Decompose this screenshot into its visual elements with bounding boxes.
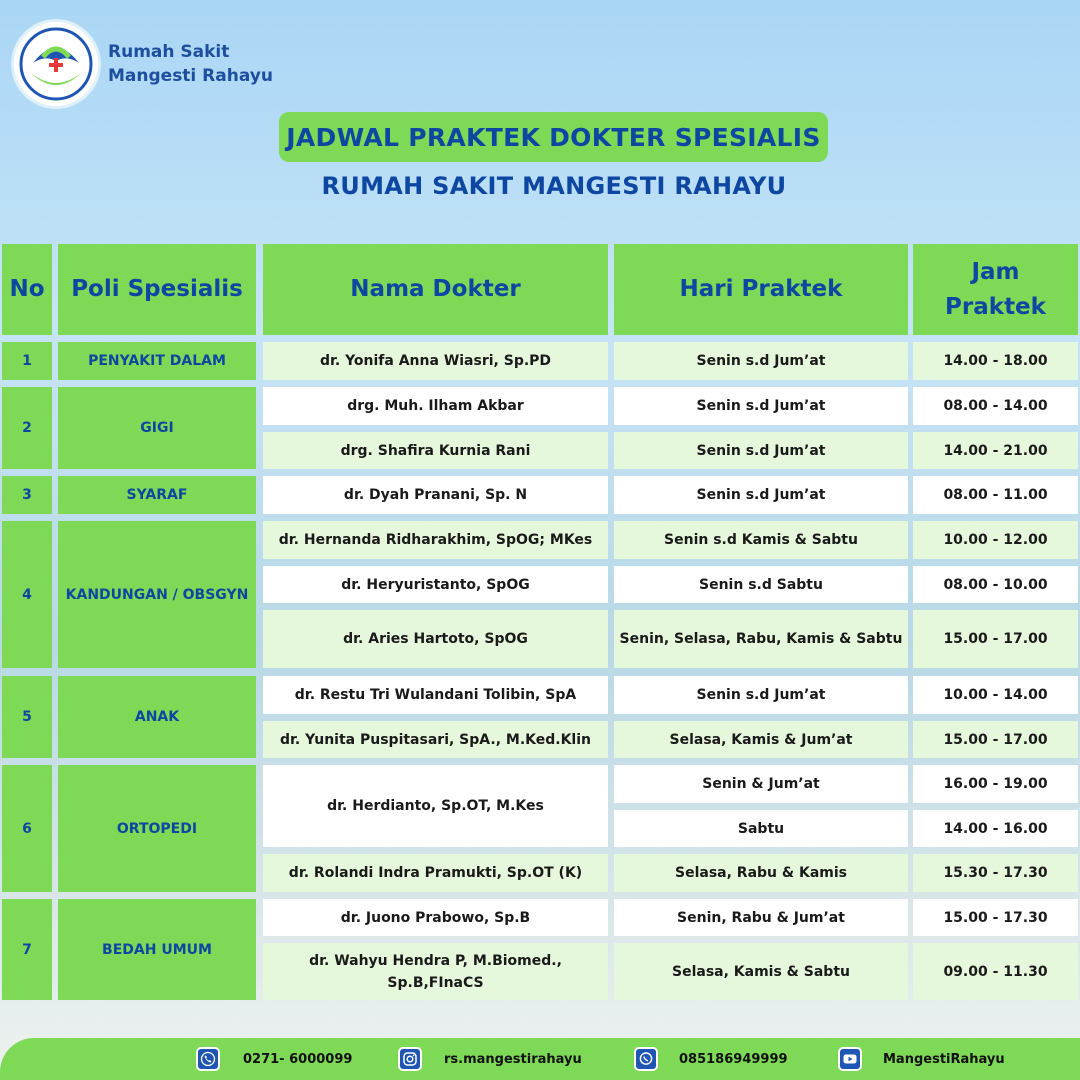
poli-cell: ANAK: [58, 676, 256, 758]
schedule-day-cell: Senin s.d Sabtu: [614, 566, 908, 603]
header-no: No: [2, 244, 52, 335]
header-poli: Poli Spesialis: [58, 244, 256, 335]
row-no: 4: [2, 521, 52, 668]
page-title: JADWAL PRAKTEK DOKTER SPESIALIS: [279, 112, 828, 162]
doctor-name-cell: drg. Shafira Kurnia Rani: [263, 432, 608, 469]
schedule-time-cell: 15.00 - 17.30: [913, 899, 1078, 936]
schedule-day-cell: Selasa, Rabu & Kamis: [614, 854, 908, 892]
schedule-time-cell: 15.00 - 17.00: [913, 721, 1078, 758]
header-nama-dokter: Nama Dokter: [263, 244, 608, 335]
row-no: 2: [2, 387, 52, 469]
schedule-time-cell: 10.00 - 14.00: [913, 676, 1078, 714]
schedule-time-cell: 08.00 - 14.00: [913, 387, 1078, 425]
schedule-day-cell: Senin, Selasa, Rabu, Kamis & Sabtu: [614, 610, 908, 668]
doctor-name-cell: dr. Restu Tri Wulandani Tolibin, SpA: [263, 676, 608, 714]
schedule-time-cell: 14.00 - 18.00: [913, 342, 1078, 380]
doctor-name-cell: dr. Herdianto, Sp.OT, M.Kes: [263, 765, 608, 847]
schedule-day-cell: Senin s.d Jum’at: [614, 387, 908, 425]
schedule-time-cell: 08.00 - 11.00: [913, 476, 1078, 514]
schedule-time-cell: 15.30 - 17.30: [913, 854, 1078, 892]
poli-cell: GIGI: [58, 387, 256, 469]
schedule-time-cell: 14.00 - 21.00: [913, 432, 1078, 469]
phone-icon[interactable]: [196, 1047, 220, 1071]
phone-number[interactable]: 0271- 6000099: [243, 1052, 353, 1067]
schedule-day-cell: Sabtu: [614, 810, 908, 847]
schedule-day-cell: Selasa, Kamis & Jum’at: [614, 721, 908, 758]
doctor-name-cell: dr. Aries Hartoto, SpOG: [263, 610, 608, 668]
schedule-time-cell: 10.00 - 12.00: [913, 521, 1078, 559]
youtube-channel[interactable]: MangestiRahayu: [883, 1052, 1005, 1067]
hospital-name: [108, 40, 273, 88]
doctor-name-cell: dr. Juono Prabowo, Sp.B: [263, 899, 608, 936]
whatsapp-number[interactable]: 085186949999: [679, 1052, 788, 1067]
hospital-name-line1: Rumah Sakit: [108, 42, 230, 62]
row-no: 7: [2, 899, 52, 1000]
doctor-name-cell: dr. Rolandi Indra Pramukti, Sp.OT (K): [263, 854, 608, 892]
schedule-day-cell: Selasa, Kamis & Sabtu: [614, 943, 908, 1000]
doctor-name-cell: dr. Wahyu Hendra P, M.Biomed., Sp.B,FInaCS: [263, 943, 608, 1000]
page-subtitle: RUMAH SAKIT MANGESTI RAHAYU: [321, 172, 787, 200]
hospital-logo: [14, 22, 273, 106]
schedule-time-cell: 08.00 - 10.00: [913, 566, 1078, 603]
doctor-name-cell: dr. Yunita Puspitasari, SpA., M.Ked.Klin: [263, 721, 608, 758]
doctor-name-cell: dr. Heryuristanto, SpOG: [263, 566, 608, 603]
row-no: 3: [2, 476, 52, 514]
row-no: 6: [2, 765, 52, 892]
instagram-handle[interactable]: rs.mangestirahayu: [444, 1052, 582, 1067]
schedule-time-cell: 09.00 - 11.30: [913, 943, 1078, 1000]
hospital-emblem: [14, 22, 98, 106]
poli-cell: KANDUNGAN / OBSGYN: [58, 521, 256, 668]
doctor-name-cell: drg. Muh. Ilham Akbar: [263, 387, 608, 425]
doctor-name-cell: dr. Dyah Pranani, Sp. N: [263, 476, 608, 514]
poli-cell: BEDAH UMUM: [58, 899, 256, 1000]
hospital-name-line2: Mangesti Rahayu: [108, 66, 273, 86]
schedule-day-cell: Senin s.d Jum’at: [614, 342, 908, 380]
poli-cell: SYARAF: [58, 476, 256, 514]
instagram-icon[interactable]: [398, 1047, 422, 1071]
row-no: 5: [2, 676, 52, 758]
poli-cell: PENYAKIT DALAM: [58, 342, 256, 380]
doctor-name-cell: dr. Yonifa Anna Wiasri, Sp.PD: [263, 342, 608, 380]
schedule-day-cell: Senin s.d Jum’at: [614, 432, 908, 469]
poli-cell: ORTOPEDI: [58, 765, 256, 892]
whatsapp-icon[interactable]: [634, 1047, 658, 1071]
schedule-time-cell: 16.00 - 19.00: [913, 765, 1078, 803]
doctor-name-cell: dr. Hernanda Ridharakhim, SpOG; MKes: [263, 521, 608, 559]
row-no: 1: [2, 342, 52, 380]
schedule-day-cell: Senin & Jum’at: [614, 765, 908, 803]
header-hari-praktek: Hari Praktek: [614, 244, 908, 335]
schedule-day-cell: Senin s.d Kamis & Sabtu: [614, 521, 908, 559]
schedule-day-cell: Senin s.d Jum’at: [614, 676, 908, 714]
youtube-icon[interactable]: [838, 1047, 862, 1071]
schedule-time-cell: 14.00 - 16.00: [913, 810, 1078, 847]
schedule-time-cell: 15.00 - 17.00: [913, 610, 1078, 668]
schedule-day-cell: Senin, Rabu & Jum’at: [614, 899, 908, 936]
header-jam-praktek: Jam Praktek: [913, 244, 1078, 335]
schedule-day-cell: Senin s.d Jum’at: [614, 476, 908, 514]
